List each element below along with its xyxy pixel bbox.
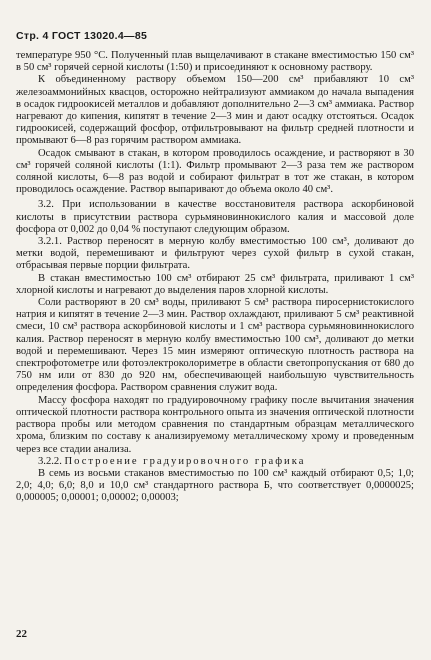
- paragraph-3: Осадок смывают в стакан, в котором проводилось осаждение, и растворяют в 30 см³ горячей соляной кислоты (1:1). Фильтр промывают 2—3 раза тем же раствором соляной кислоты, 6—8 раз водой и собирают фильтрат в тот же стакан, в котором проводилось осаждение. Раствор выпаривают до объема около 40 см³.: [16, 147, 414, 196]
- paragraph-7: Соли растворяют в 20 см³ воды, приливают 5 см³ раствора пиросернистокислого натрия и кипятят в течение 2—3 мин. Раствор охлаждают, приливают 5 см³ реактивной смеси, 10 см³ раствора аскорбиновой кислоты и 1 см³ раствора сурьмяновиннокислого калия. Раствор переносят в мерную колбу вместимостью 100 см³, доливают до метки водой и перемешивают. Через 15 мин измеряют оптическую плотность раствора на спектрофотометре или фотоэлектроколориметре в области светопропускания от 680 до 750 нм или от 830 до 920 нм, обеспечивающей наибольшую чувствительность определения фосфора. Раствором сравнения служит вода.: [16, 297, 414, 394]
- paragraph-6: В стакан вместимостью 100 см³ отбирают 25 см³ фильтрата, приливают 1 см³ хлорной кислоты и нагревают до выделения паров хлорной кислоты.: [16, 272, 414, 296]
- page-header: Стр. 4 ГОСТ 13020.4—85: [16, 30, 148, 42]
- section-heading-3-2-2: [16, 456, 414, 468]
- page-number: 22: [16, 628, 27, 640]
- paragraph-8: Массу фосфора находят по градуировочному графику после вычитания значения оптической плотности раствора контрольного опыта из значения оптической плотности раствора пробы или методом сравнения по стандартным образцам металлического хрома, близким по составу к анализируемому металлическому хрому и проведенным через все стадии анализа.: [16, 394, 414, 455]
- paragraph-3-2: 3.2. При использовании в качестве восстановителя раствора аскорбиновой кислоты в присутствии раствора сурьмяновиннокислого калия и массовой доле фосфора от 0,002 до 0,04 % поступают следующим образом.: [16, 199, 414, 235]
- section-title: Построение градуировочного графика: [64, 455, 306, 467]
- page-body: [16, 50, 414, 505]
- paragraph-10: В семь из восьми стаканов вместимостью по 100 см³ каждый отбирают 0,5; 1,0; 2,0; 4,0; 6,0; 8,0 и 10,0 см³ стандартного раствора Б, что соответствует 0,0000025; 0,000005; 0,00001; 0,00002; 0,00003;: [16, 467, 414, 504]
- paragraph-1: температуре 950 °С. Полученный плав выщелачивают в стакане вместимостью 150 см³ в 50 см³ горячей серной кислоты (1:50) и присоединяют к основному раствору.: [16, 50, 414, 74]
- paragraph-2: К объединенному раствору объемом 150—200 см³ прибавляют 10 см³ железоаммонийных квасцов, осторожно нейтрализуют аммиаком до начала выпадения в осадок гидроокисей металлов и добавляют дополнительно 2—3 см³ аммиака. Раствор нагревают до кипения, кипятят в течение 2—3 мин и дают осадку отстояться. Осадок гидроокисей, содержащий фосфор, отфильтровывают на фильтр средней плотности и промывают 6—8 раз горячим раствором аммиака.: [16, 74, 414, 147]
- paragraph-3-2-1: 3.2.1. Раствор переносят в мерную колбу вместимостью 100 см³, доливают до метки водой, перемешивают и фильтруют через сухой фильтр в сухой стакан, отбрасывая первые порции фильтрата.: [16, 236, 414, 272]
- section-number: 3.2.2.: [38, 455, 62, 467]
